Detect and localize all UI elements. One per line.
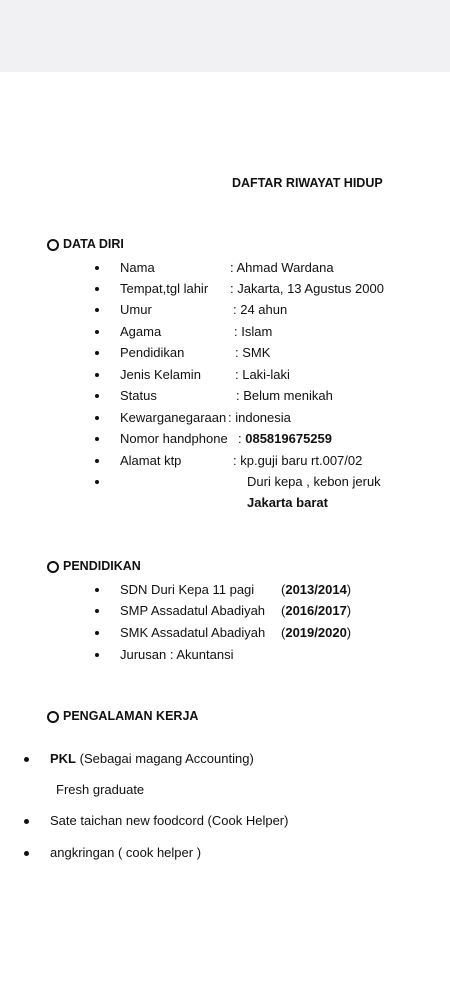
section-heading-data-diri: DATA DIRI xyxy=(63,237,124,251)
field-value: : indonesia xyxy=(228,410,291,425)
bullet-icon xyxy=(95,416,99,420)
document-title: DAFTAR RIWAYAT HIDUP xyxy=(232,176,383,190)
years-value: 2013/2014 xyxy=(285,582,347,597)
bullet-icon xyxy=(24,819,29,824)
school-name: SMK Assadatul Abadiyah xyxy=(120,625,266,640)
field-label: Jenis Kelamin xyxy=(120,367,201,382)
bullet-icon xyxy=(95,609,99,613)
top-bar xyxy=(0,0,450,72)
phone-number: 085819675259 xyxy=(245,431,332,446)
years-value: 2019/2020 xyxy=(285,625,347,640)
bullet-icon xyxy=(95,631,99,635)
field-value: : Ahmad Wardana xyxy=(230,260,334,275)
years-value: 2016/2017 xyxy=(285,603,347,618)
bullet-icon xyxy=(24,757,29,762)
field-label: Nomor handphone xyxy=(120,431,228,446)
field-label: Agama xyxy=(120,324,162,339)
section-heading-pendidikan: PENDIDIKAN xyxy=(63,559,141,573)
field-value xyxy=(238,431,332,446)
experience-item: Sate taichan new foodcord (Cook Helper) xyxy=(50,813,289,828)
section-circle-icon xyxy=(47,561,59,573)
bullet-icon xyxy=(95,588,99,592)
bullet-icon xyxy=(95,308,99,312)
section-circle-icon xyxy=(47,711,59,723)
bullet-icon xyxy=(95,266,99,270)
experience-bold: PKL xyxy=(50,751,76,766)
section-heading-pengalaman: PENGALAMAN KERJA xyxy=(63,709,199,723)
section-circle-icon xyxy=(47,239,59,251)
document-page xyxy=(0,72,450,1000)
field-value: : Islam xyxy=(234,324,273,339)
field-label: Pendidikan xyxy=(120,345,185,360)
field-value: : Jakarta, 13 Agustus 2000 xyxy=(230,281,384,296)
bullet-icon xyxy=(95,394,99,398)
field-label: Nama xyxy=(120,260,155,275)
school-name: SDN Duri Kepa 11 pagi xyxy=(120,582,255,597)
jurusan: Jurusan : Akuntansi xyxy=(120,647,234,662)
experience-item: angkringan ( cook helper ) xyxy=(50,845,202,860)
bullet-icon xyxy=(24,851,29,856)
school-years: (2019/2020) xyxy=(281,625,352,640)
address-line-3: Jakarta barat xyxy=(247,495,328,510)
field-value: : SMK xyxy=(235,345,271,360)
field-value: : kp.guji baru rt.007/02 xyxy=(233,453,363,468)
bullet-icon xyxy=(95,653,99,657)
field-value: : Belum menikah xyxy=(236,388,333,403)
school-years: (2016/2017) xyxy=(281,603,352,618)
experience-rest: (Sebagai magang Accounting) xyxy=(76,751,254,766)
bullet-icon xyxy=(95,287,99,291)
experience-item xyxy=(50,751,254,766)
field-value: : 24 ahun xyxy=(233,302,288,317)
bullet-icon xyxy=(95,351,99,355)
bullet-icon xyxy=(95,437,99,441)
fresh-graduate: Fresh graduate xyxy=(56,782,145,797)
field-label: Tempat,tgl lahir xyxy=(120,281,209,296)
school-name: SMP Assadatul Abadiyah xyxy=(120,603,266,618)
bullet-icon xyxy=(95,480,99,484)
address-line-2: Duri kepa , kebon jeruk xyxy=(247,474,381,489)
field-label: Kewarganegaraan xyxy=(120,410,227,425)
field-value: : Laki-laki xyxy=(235,367,290,382)
bullet-icon xyxy=(95,459,99,463)
school-years: (2013/2014) xyxy=(281,582,352,597)
field-label: Umur xyxy=(120,302,152,317)
field-label: Status xyxy=(120,388,157,403)
bullet-icon xyxy=(95,373,99,377)
field-label: Alamat ktp xyxy=(120,453,182,468)
value-prefix: : xyxy=(238,431,246,446)
bullet-icon xyxy=(95,330,99,334)
